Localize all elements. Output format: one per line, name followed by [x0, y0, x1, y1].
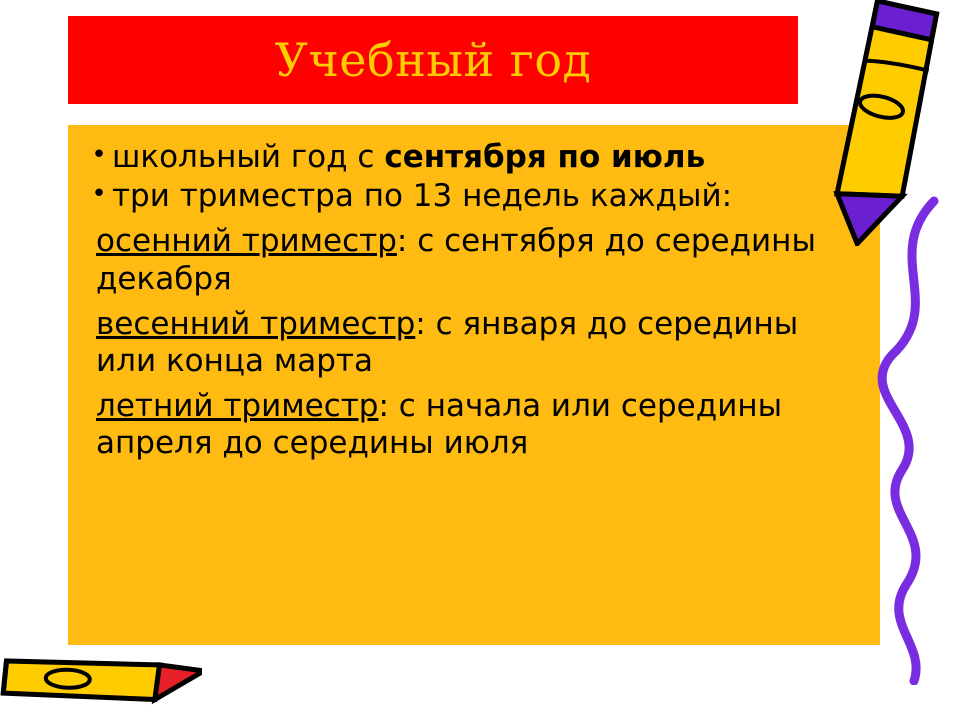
term-description-summer: с начала или середины апреля до середины июля: [96, 388, 783, 462]
slide-title-band: [68, 16, 798, 104]
term-paragraph-autumn: [96, 223, 862, 297]
list-item: [86, 178, 862, 215]
page-title: Учебный год: [274, 33, 592, 87]
bullet-icon: •: [91, 140, 107, 170]
term-paragraph-summer: [96, 388, 862, 462]
term-separator-spring: :: [415, 305, 426, 342]
term-description-spring: с января до середины или конца марта: [96, 305, 799, 379]
bullet-text-normal: школьный год с: [112, 139, 385, 175]
bullet-text: три триместра по 13 недель каждый:: [112, 178, 733, 215]
bullet-icon: •: [91, 179, 107, 210]
term-name-autumn: осенний триместр: [96, 223, 397, 260]
squiggle-decoration-icon: [862, 195, 952, 685]
term-name-summer: летний триместр: [96, 388, 379, 425]
term-name-spring: весенний триместр: [96, 305, 416, 342]
bullet-text-bold: сентября по июль: [384, 139, 706, 175]
term-description-autumn: с сентября до середины декабря: [96, 223, 816, 297]
term-separator-summer: :: [378, 388, 389, 425]
bullet-text: [112, 139, 862, 176]
crayon-bottom-left-icon: [0, 596, 202, 720]
slide-body-panel: [68, 125, 880, 645]
term-separator-autumn: :: [396, 223, 408, 260]
term-paragraph-spring: [96, 306, 862, 380]
list-item: [86, 139, 862, 176]
